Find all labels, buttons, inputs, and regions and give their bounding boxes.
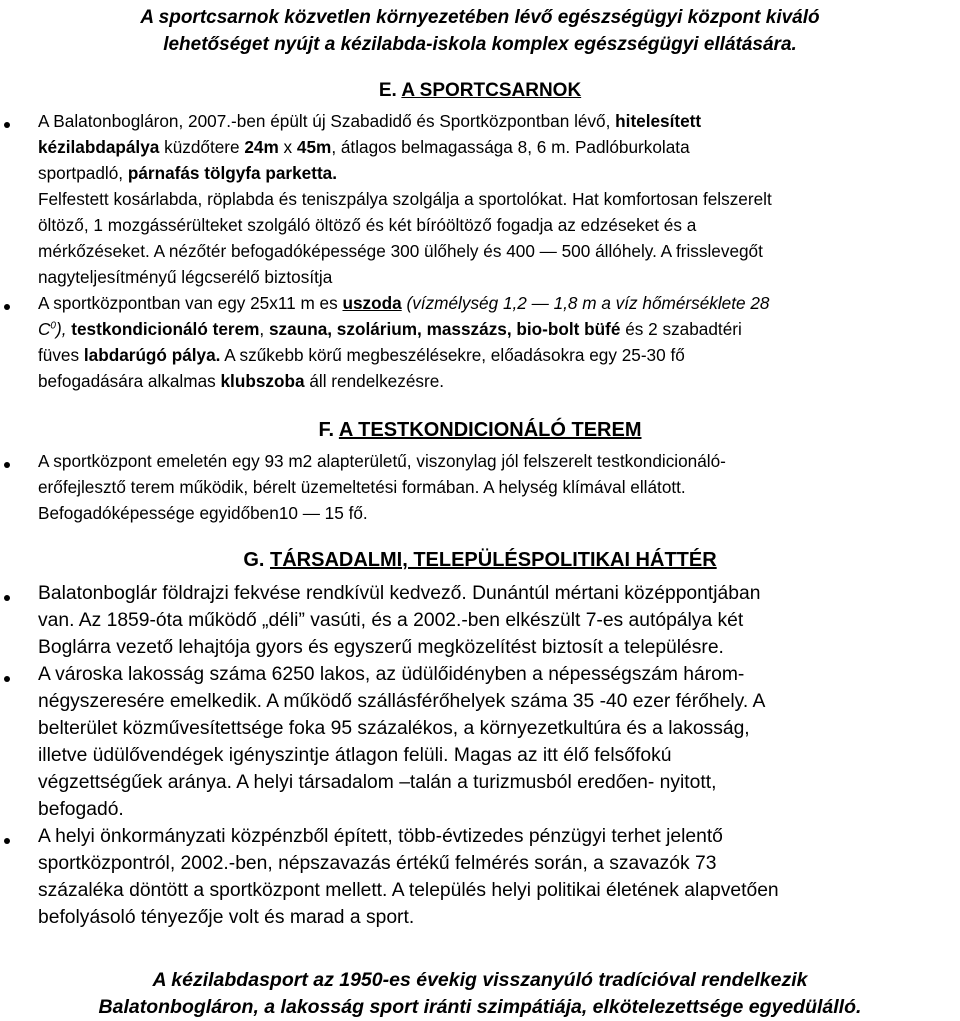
text-line: befolyásoló tényezője volt és marad a sport. <box>38 907 415 928</box>
bullet-icon <box>4 122 10 128</box>
text-line: sportközpontról, 2002.-ben, népszavazás értékű felmérés során, a szavazók 73 <box>38 853 717 874</box>
text-line: nagyteljesítményű légcserélő biztosítja <box>38 267 333 287</box>
bullet-icon <box>4 462 10 468</box>
text-line: $C^0$), testkondicionáló terem, szauna, szolárium, masszázs, bio-bolt büfé és 2 szabadtéri <box>38 319 742 339</box>
bullet-icon <box>4 676 10 682</box>
closing-paragraph <box>0 967 960 1021</box>
intro-line: lehetőséget nyújt a kézilabda-iskola komplex egészségügyi ellátására. <box>163 34 797 55</box>
section-f-heading <box>0 419 960 442</box>
text-line: végzettségűek aránya. A helyi társadalom –talán a turizmusból eredően- nyitott, <box>38 772 717 793</box>
text-line: A sportközpontban van egy 25x11 m es uszoda (vízmélység 1,2 — 1,8 m a víz hőmérséklete 28 <box>38 293 770 313</box>
text-line: befogadására alkalmas klubszoba áll rendelkezésre. <box>38 371 445 391</box>
text-line: mérkőzéseket. A nézőtér befogadóképessége 300 ülőhely és 400 — 500 állóhely. A frisslevegőt <box>38 241 763 261</box>
closing-line: A kézilabdasport az 1950-es évekig visszanyúló tradícióval rendelkezik <box>152 969 808 991</box>
intro-line: A sportcsarnok közvetlen környezetében lévő egészségügyi központ kiváló <box>140 7 820 28</box>
text-line: százaléka döntött a sportközpont mellett. A település helyi politikai életének alapvetően <box>38 880 779 901</box>
section-g-heading <box>0 549 960 572</box>
text-line: kézilabdapálya küzdőtere 24m x 45m, átlagos belmagassága 8, 6 m. Padlóburkolata <box>38 137 690 157</box>
text-line: Befogadóképessége egyidőben10 — 15 fő. <box>38 503 368 523</box>
text-line: Felfestett kosárlabda, röplabda és teniszpálya szolgálja a sportolókat. Hat komfortosan felszerelt <box>38 189 772 209</box>
text-line: Boglárra vezető lehajtója gyors és egyszerű megközelítést biztosít a településre. <box>38 637 724 658</box>
text-line: A sportközpont emeletén egy 93 m2 alapterületű, viszonylag jól felszerelt testkondicionáló- <box>38 451 726 471</box>
text-line: négyszeresére emelkedik. A működő szállásférőhelyek száma 35 -40 ezer férőhely. A <box>38 691 766 712</box>
text-line: A helyi önkormányzati közpénzből épített, több-évtizedes pénzügyi terhet jelentő <box>38 826 723 847</box>
text-line: Balatonboglár földrajzi fekvése rendkívül kedvező. Dunántúl mértani középpontjában <box>38 583 761 604</box>
section-e-title: A SPORTCSARNOK <box>401 80 582 101</box>
bullet-icon <box>4 838 10 844</box>
text-line: belterület közművesítettsége foka 95 százalékos, a környezetkultúra és a lakosság, <box>38 718 750 739</box>
closing-line: Balatonbogláron, a lakosság sport iránti szimpátiája, elkötelezettsége egyedülálló. <box>98 996 862 1018</box>
text-line: sportpadló, párnafás tölgyfa parketta. <box>38 163 338 183</box>
text-line: A Balatonbogláron, 2007.-ben épült új Szabadidő és Sportközpontban lévő, hitelesített <box>38 111 702 131</box>
text-line: van. Az 1859-óta működő „déli” vasúti, és a 2002.-ben elkészült 7-es autópálya két <box>38 610 744 631</box>
bullet-icon <box>4 304 10 310</box>
section-g-letter: G. <box>243 549 265 571</box>
section-g-title: TÁRSADALMI, TELEPÜLÉSPOLITIKAI HÁTTÉR <box>270 549 717 571</box>
text-line: füves labdarúgó pálya. A szűkebb körű megbeszélésekre, előadásokra egy 25-30 fő <box>38 345 685 365</box>
section-f-title: A TESTKONDICIONÁLÓ TEREM <box>338 419 642 441</box>
text-line: befogadó. <box>38 799 124 820</box>
section-e-heading <box>0 80 960 102</box>
section-f-letter: F. <box>318 419 335 441</box>
text-line: illetve üdülővendégek igényszintje átlagon felüli. Magas az itt élő felsőfokú <box>38 745 672 766</box>
bullet-icon <box>4 595 10 601</box>
section-e-letter: E. <box>378 80 397 101</box>
intro-paragraph <box>30 4 930 58</box>
text-line: erőfejlesztő terem működik, bérelt üzemeltetési formában. A helység klímával ellátott. <box>38 477 686 497</box>
text-line: öltöző, 1 mozgássérülteket szolgáló öltöző és két bíróöltöző fogadja az edzéseket és a <box>38 215 697 235</box>
text-line: A városka lakosság száma 6250 lakos, az üdülőidényben a népességszám három- <box>38 664 745 685</box>
